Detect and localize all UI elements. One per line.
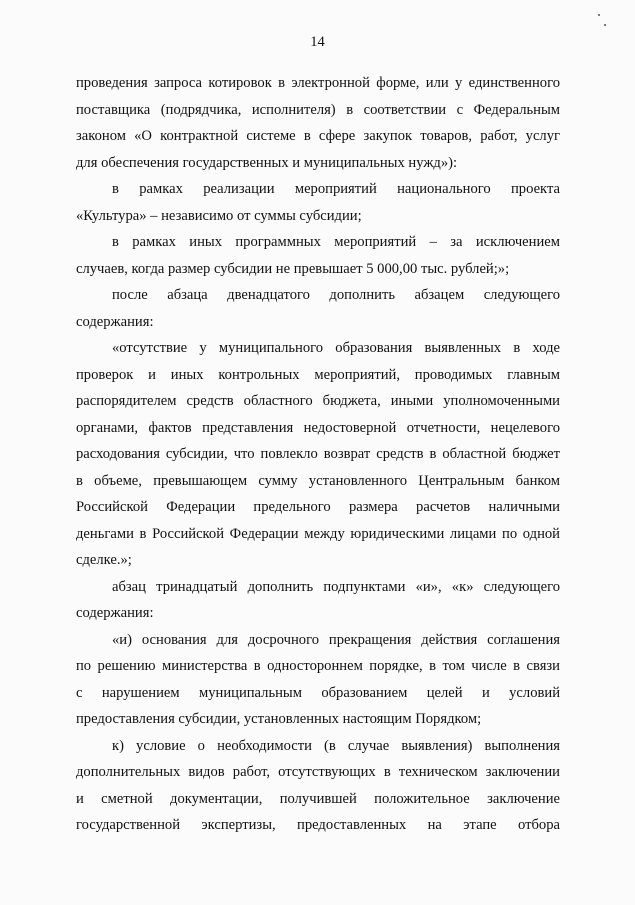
text-line: органами, фактов представления недостоверной отчетности, нецелевого xyxy=(76,419,560,436)
scan-speck xyxy=(598,14,600,16)
text-line: «Культура» – независимо от суммы субсидии; xyxy=(76,207,362,224)
text-line: сделке.»; xyxy=(76,552,132,568)
text-line: в рамках реализации мероприятий национального проекта xyxy=(112,181,560,197)
text-line: содержания: xyxy=(76,313,154,330)
text-line: в объеме, превышающем сумму установленного Центральным банком xyxy=(76,472,560,489)
text-line: случаев, когда размер субсидии не превышает 5 000,00 тыс. рублей;»; xyxy=(76,260,510,277)
text-line: законом «О контрактной системе в сфере закупок товаров, работ, услуг xyxy=(76,128,560,144)
text-line: государственной экспертизы, предоставленных на этапе отбора xyxy=(76,817,560,833)
text-line: поставщика (подрядчика, исполнителя) в соответствии с Федеральным xyxy=(76,101,560,118)
text-line: для обеспечения государственных и муниципальных нужд»): xyxy=(76,154,458,171)
text-line: и сметной документации, получившей положительное заключение xyxy=(76,790,560,807)
text-line: дополнительных видов работ, отсутствующих в техническом заключении xyxy=(76,764,560,780)
text-line: по решению министерства в одностороннем порядке, в том числе в связи xyxy=(76,658,560,674)
text-line: к) условие о необходимости (в случае выявления) выполнения xyxy=(112,737,560,754)
text-line: «отсутствие у муниципального образования выявленных в ходе xyxy=(112,340,560,356)
text-line: деньгами в Российской Федерации между юридическими лицами по одной xyxy=(76,525,560,542)
text-line: проведения запроса котировок в электронной форме, или у единственного xyxy=(76,75,560,91)
text-line: проверок и иных контрольных мероприятий, проводимых главным xyxy=(76,366,560,383)
text-line: с нарушением муниципальным образованием целей и условий xyxy=(76,684,560,701)
text-line: содержания: xyxy=(76,605,154,621)
text-line: предоставления субсидии, установленных настоящим Порядком; xyxy=(76,711,482,727)
text-line: в рамках иных программных мероприятий – за исключением xyxy=(112,234,560,250)
page-number: 14 xyxy=(310,34,325,50)
text-line: Российской Федерации предельного размера расчетов наличными xyxy=(76,499,560,515)
text-line: распорядителем средств областного бюджета, иными уполномоченными xyxy=(76,393,560,409)
text-line: после абзаца двенадцатого дополнить абзацем следующего xyxy=(112,287,560,303)
document-body xyxy=(76,70,560,839)
text-line: абзац тринадцатый дополнить подпунктами «и», «к» следующего xyxy=(112,578,560,595)
text-line: «и) основания для досрочного прекращения действия соглашения xyxy=(112,631,560,648)
scan-speck xyxy=(604,24,606,26)
text-line: расходования субсидии, что повлекло возврат средств в областной бюджет xyxy=(76,446,560,462)
